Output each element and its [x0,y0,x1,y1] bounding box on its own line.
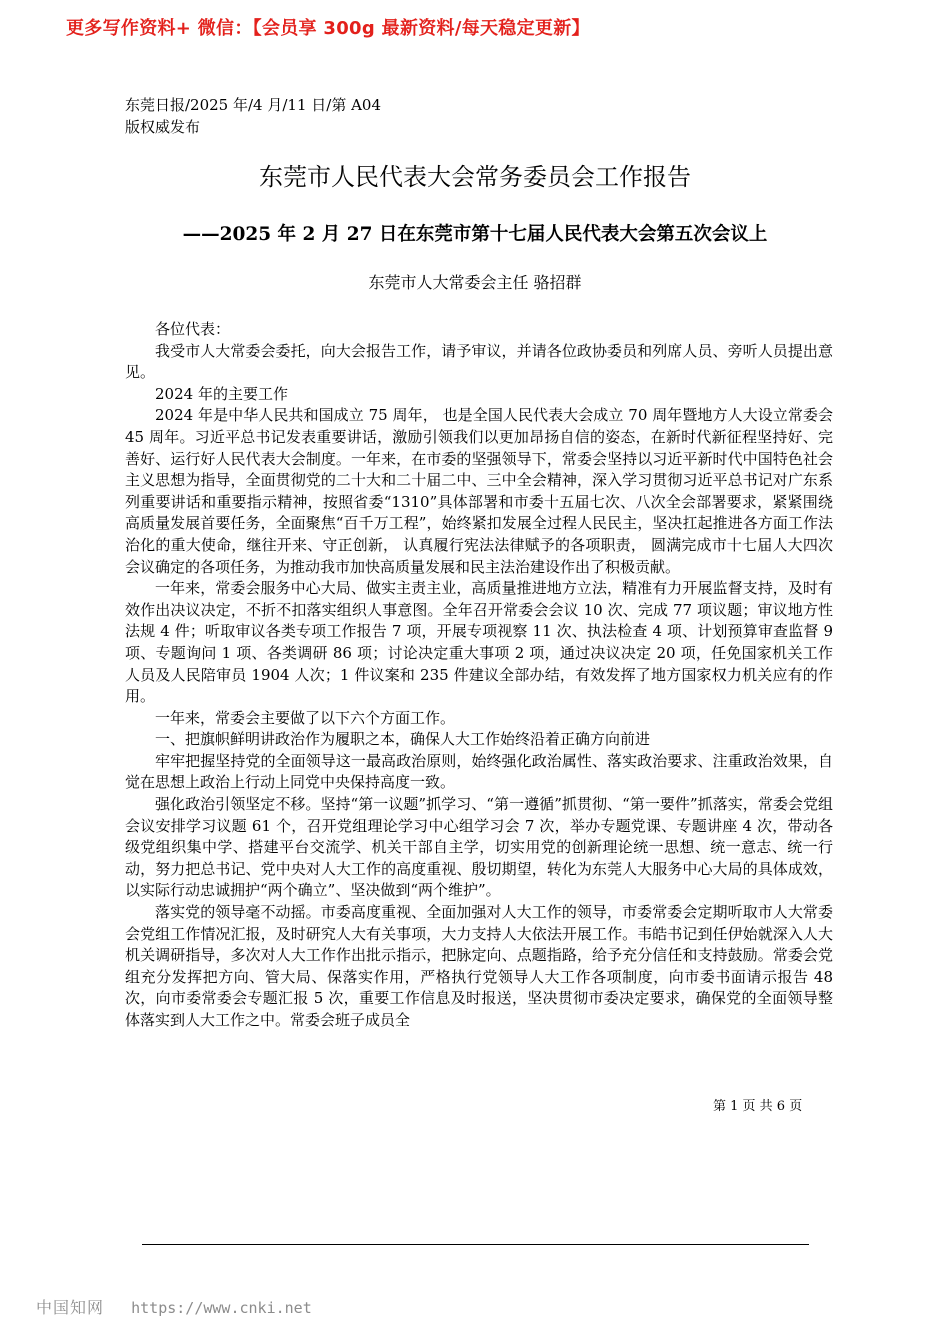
source-line: 东莞日报/2025 年/4 月/11 日/第 A04 [125,96,382,114]
paragraph: 我受市人大常委会委托，向大会报告工作，请予审议，并请各位政协委员和列席人员、旁听人员提出意见。 [125,341,833,382]
document-subtitle: ——2025 年 2 月 27 日在东莞市第十七届人民代表大会第五次会议上 [182,224,768,245]
paragraph: 一年来，常委会服务中心大局、做实主责主业，高质量推进地方立法，精准有力开展监督支持，及时有效作出决议决定，不折不扣落实组织人事意图。全年召开常委会会议 10 次、完成 77 项议题；审议地方性法规 4 件；听取审议各类专项工作报告 7 项，开展专项视察 11 次、执法检查 4 项、计划预算审查监督 9 项、专题询问 1 项、各类调研 86 项；讨论决定重大事项 2 项，通过决议决定 20 项，任免国家机关工作人员及人民陪审员 1904 人次；1 件议案和 235 件建议全部办结，有效发挥了地方国家权力机关应有的作用。 [125,579,833,706]
cnki-logo: 中国知网 [36,1298,105,1317]
document-meta [125,94,381,138]
page-number: 第 1 页 共 6 页 [713,1099,803,1114]
salutation: 各位代表： [155,320,231,338]
paragraph: 2024 年是中华人民共和国成立 75 周年， 也是全国人民代表大会成立 70 周年暨地方人大设立常委会 45 周年。习近平总书记发表重要讲话，激励引领我们以更加昂扬自信的姿态，在新时代新征程坚持好、完善好、运行好人民代表大会制度。一年来，在市委的坚强领导下，常委会坚持以习近平新时代中国特色社会主义思想为指导，全面贯彻党的二十大和二十届二中、三中全会精神，深入学习贯彻习近平总书记对广东系列重要讲话和重要指示精神，按照省委“1310”具体部署和市委十五届七次、八次全会部署要求，紧紧围绕高质量发展首要任务，全面聚焦“百千万工程”，始终紧扣发展全过程人民民主，坚决扛起推进各方面工作法治化的重大使命，继往开来、守正创新， 认真履行宪法法律赋予的各项职责， 圆满完成市十七届人大四次会议确定的各项任务，为推动我市加快高质量发展和民主法治建设作出了积极贡献。 [125,406,833,576]
document-title: 东莞市人民代表大会常务委员会工作报告 [259,163,691,191]
section-heading: 一、把旗帜鲜明讲政治作为履职之本，确保人大工作始终沿着正确方向前进 [155,730,651,749]
footer-divider [142,1244,809,1245]
promo-banner[interactable]: 更多写作资料+ 微信：【会员享 300g 最新资料/每天稳定更新】 [66,18,590,39]
paragraph: 牢牢把握坚持党的全面领导这一最高政治原则，始终强化政治属性、落实政治要求、注重政治效果，自觉在思想上政治上行动上同党中央保持高度一致。 [125,751,833,792]
cnki-link[interactable]: https://www.cnki.net [131,1299,312,1317]
section-heading: 2024 年的主要工作 [155,384,288,403]
footer [36,1295,312,1318]
paragraph: 强化政治引领坚定不移。坚持“第一议题”抓学习、“第一遵循”抓贯彻、“第一要件”抓落实，常委会党组会议安排学习议题 61 个，召开党组理论学习中心组学习会 7 次，举办专题党课、专题讲座 4 次，带动各级党组织集中学、搭建平台交流学、机关干部自主学，切实用党的创新理论统一思想、统一意志、统一行动，努力把总书记、党中央对人大工作的高度重视、殷切期望，转化为东莞人大服务中心大局的具体成效，以实际行动忠诚拥护“两个确立”、坚决做到“两个维护”。 [125,795,833,900]
document-author: 东莞市人大常委会主任 骆招群 [368,273,582,292]
section-line: 版权威发布 [125,118,201,136]
document-body [125,319,833,1032]
paragraph: 一年来，常委会主要做了以下六个方面工作。 [155,708,456,727]
paragraph: 落实党的领导毫不动摇。市委高度重视、全面加强对人大工作的领导，市委常委会定期听取市人大常委会党组工作情况汇报，及时研究人大有关事项，大力支持人大依法开展工作。韦皓书记到任伊始就深入人大机关调研指导，多次对人大工作作出批示指示，把脉定向、点题指路，给予充分信任和支持鼓励。常委会党组充分发挥把方向、管大局、保落实作用，严格执行党领导人大工作各项制度，向市委书面请示报告 48 次，向市委常委会专题汇报 5 次，重要工作信息及时报送，坚决贯彻市委决定要求，确保党的全面领导整体落实到人大工作之中。常委会班子成员全 [125,903,833,1029]
